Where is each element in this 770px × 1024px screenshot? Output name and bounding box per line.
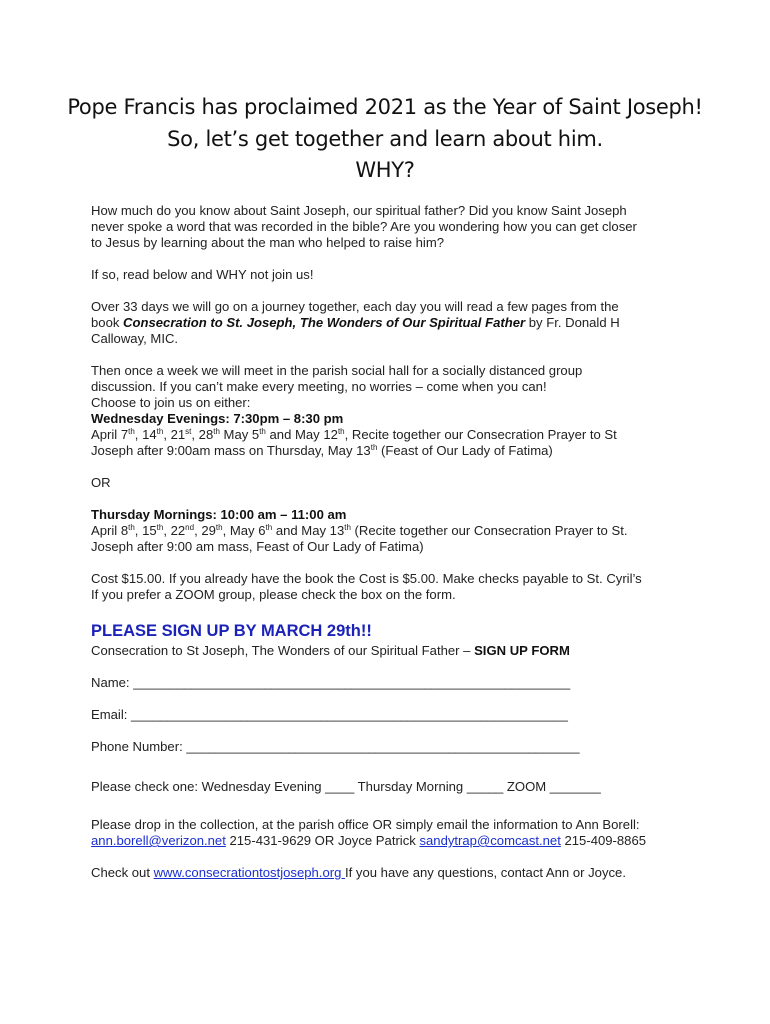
ann-email-link[interactable]: ann.borell@verizon.net	[91, 833, 226, 848]
name-field[interactable]: Name: ____________________________________________________________	[91, 675, 571, 690]
journey-paragraph	[91, 299, 691, 347]
journey-line-2-prefix: book	[91, 315, 124, 330]
drop-paragraph	[91, 817, 691, 849]
check-one-options[interactable]: Please check one: Wednesday Evening ____ Thursday Morning _____ ZOOM _______	[91, 779, 601, 794]
email-field[interactable]: Email: ____________________________________________________________	[91, 707, 568, 722]
thu-sup-1: th	[128, 523, 135, 532]
signup-form-title	[91, 643, 691, 659]
ann-phone-or: 215-431-9629 OR Joyce Patrick	[225, 833, 420, 848]
wed-line-2-sup: th	[370, 443, 378, 452]
checkout-paragraph	[91, 865, 691, 881]
drop-line-1: Please drop in the collection, at the parish office OR simply email the information to Ann Borell:	[91, 817, 640, 832]
wed-sup-2: th	[156, 427, 164, 436]
thu-sup-5: th	[265, 523, 273, 532]
thursday-title: Thursday Mornings: 10:00 am – 11:00 am	[91, 507, 347, 522]
wed-date-3: , 21	[163, 427, 186, 442]
cost-paragraph	[91, 571, 691, 603]
invite-text: If so, read below and WHY not join us!	[91, 267, 314, 282]
journey-line-2-suffix: by Fr. Donald H	[525, 315, 620, 330]
thu-sup-4: th	[215, 523, 223, 532]
journey-line-2	[91, 315, 620, 330]
journey-line-1: Over 33 days we will go on a journey together, each day you will read a few pages from the	[91, 299, 619, 314]
checkout-prefix: Check out	[91, 865, 154, 880]
meeting-paragraph	[91, 363, 691, 459]
website-link[interactable]: www.consecrationtostjoseph.org	[153, 865, 346, 880]
heading-line-1: Pope Francis has proclaimed 2021 as the Year of Saint Joseph!	[67, 95, 703, 119]
meeting-line-2: discussion. If you can’t make every meeting, no worries – come when you can!	[91, 379, 547, 394]
joyce-phone: 215-409-8865	[560, 833, 647, 848]
wednesday-dates-line	[91, 427, 617, 442]
heading-line-2: So, let’s get together and learn about him.	[167, 126, 603, 151]
thu-sup-3: nd	[185, 523, 195, 532]
wed-line-2b: (Feast of Our Lady of Fatima)	[377, 443, 553, 458]
checkout-line	[91, 865, 626, 880]
thu-date-7: (Recite together our Consecration Prayer to St.	[350, 523, 628, 538]
wed-sup-6: th	[337, 427, 345, 436]
journey-line-3: Calloway, MIC.	[91, 331, 179, 346]
book-title: Consecration to St. Joseph, The Wonders of Our Spiritual Father	[123, 315, 526, 330]
thu-sup-2: th	[156, 523, 164, 532]
phone-field[interactable]: Phone Number: ______________________________________________________	[91, 739, 580, 754]
wed-line-2a: Joseph after 9:00am mass on Thursday, May 13	[91, 443, 371, 458]
or-paragraph	[91, 475, 691, 491]
thursday-dates-line	[91, 523, 627, 538]
signup-form-title-prefix: Consecration to St Joseph, The Wonders of our Spiritual Father –	[91, 643, 475, 658]
intro-line-1: How much do you know about Saint Joseph, our spiritual father? Did you know Saint Joseph	[91, 203, 627, 218]
cost-line-2: If you prefer a ZOOM group, please check the box on the form.	[91, 587, 456, 602]
wednesday-line-2	[91, 443, 553, 458]
thursday-paragraph	[91, 507, 691, 555]
cost-line-1: Cost $15.00. If you already have the book the Cost is $5.00. Make checks payable to St. Cyril’s	[91, 571, 642, 586]
thu-date-1: April 8	[91, 523, 129, 538]
wed-date-2: , 14	[134, 427, 157, 442]
wed-date-7: , Recite together our Consecration Prayer to St	[344, 427, 617, 442]
thu-sup-6: th	[344, 523, 351, 532]
invite-paragraph	[91, 267, 691, 283]
thu-date-2: , 15	[134, 523, 157, 538]
thursday-line-2: Joseph after 9:00 am mass, Feast of Our Lady of Fatima)	[91, 539, 424, 554]
intro-line-2: never spoke a word that was recorded in the bible? Are you wondering how you can get closer	[91, 219, 637, 234]
thu-date-4: , 29	[194, 523, 216, 538]
checkout-suffix: If you have any questions, contact Ann or Joyce.	[345, 865, 626, 880]
wed-sup-3: st	[185, 427, 192, 436]
heading-line-3: WHY?	[355, 158, 415, 182]
meeting-line-1: Then once a week we will meet in the parish social hall for a socially distanced group	[91, 363, 583, 378]
or-text: OR	[91, 475, 111, 490]
page-heading	[60, 92, 710, 187]
wed-date-4: , 28	[191, 427, 214, 442]
wednesday-title: Wednesday Evenings: 7:30pm – 8:30 pm	[91, 411, 344, 426]
wed-date-6: and May 12	[265, 427, 338, 442]
wed-sup-4: th	[213, 427, 220, 436]
meeting-line-3: Choose to join us on either:	[91, 395, 251, 410]
wed-sup-1: th	[128, 427, 135, 436]
flyer-body	[91, 203, 691, 897]
wed-sup-5: th	[259, 427, 266, 436]
intro-line-3: to Jesus by learning about the man who helped to raise him?	[91, 235, 445, 250]
thu-date-3: , 22	[163, 523, 186, 538]
wed-date-1: April 7	[91, 427, 129, 442]
drop-line-2	[91, 833, 646, 848]
thu-date-6: and May 13	[272, 523, 345, 538]
joyce-email-link[interactable]: sandytrap@comcast.net	[419, 833, 561, 848]
thu-date-5: , May 6	[222, 523, 266, 538]
intro-paragraph	[91, 203, 691, 251]
signup-form-title-bold: SIGN UP FORM	[474, 643, 570, 658]
signup-deadline-title: PLEASE SIGN UP BY MARCH 29th!!	[91, 622, 372, 640]
wed-date-5: May 5	[219, 427, 260, 442]
